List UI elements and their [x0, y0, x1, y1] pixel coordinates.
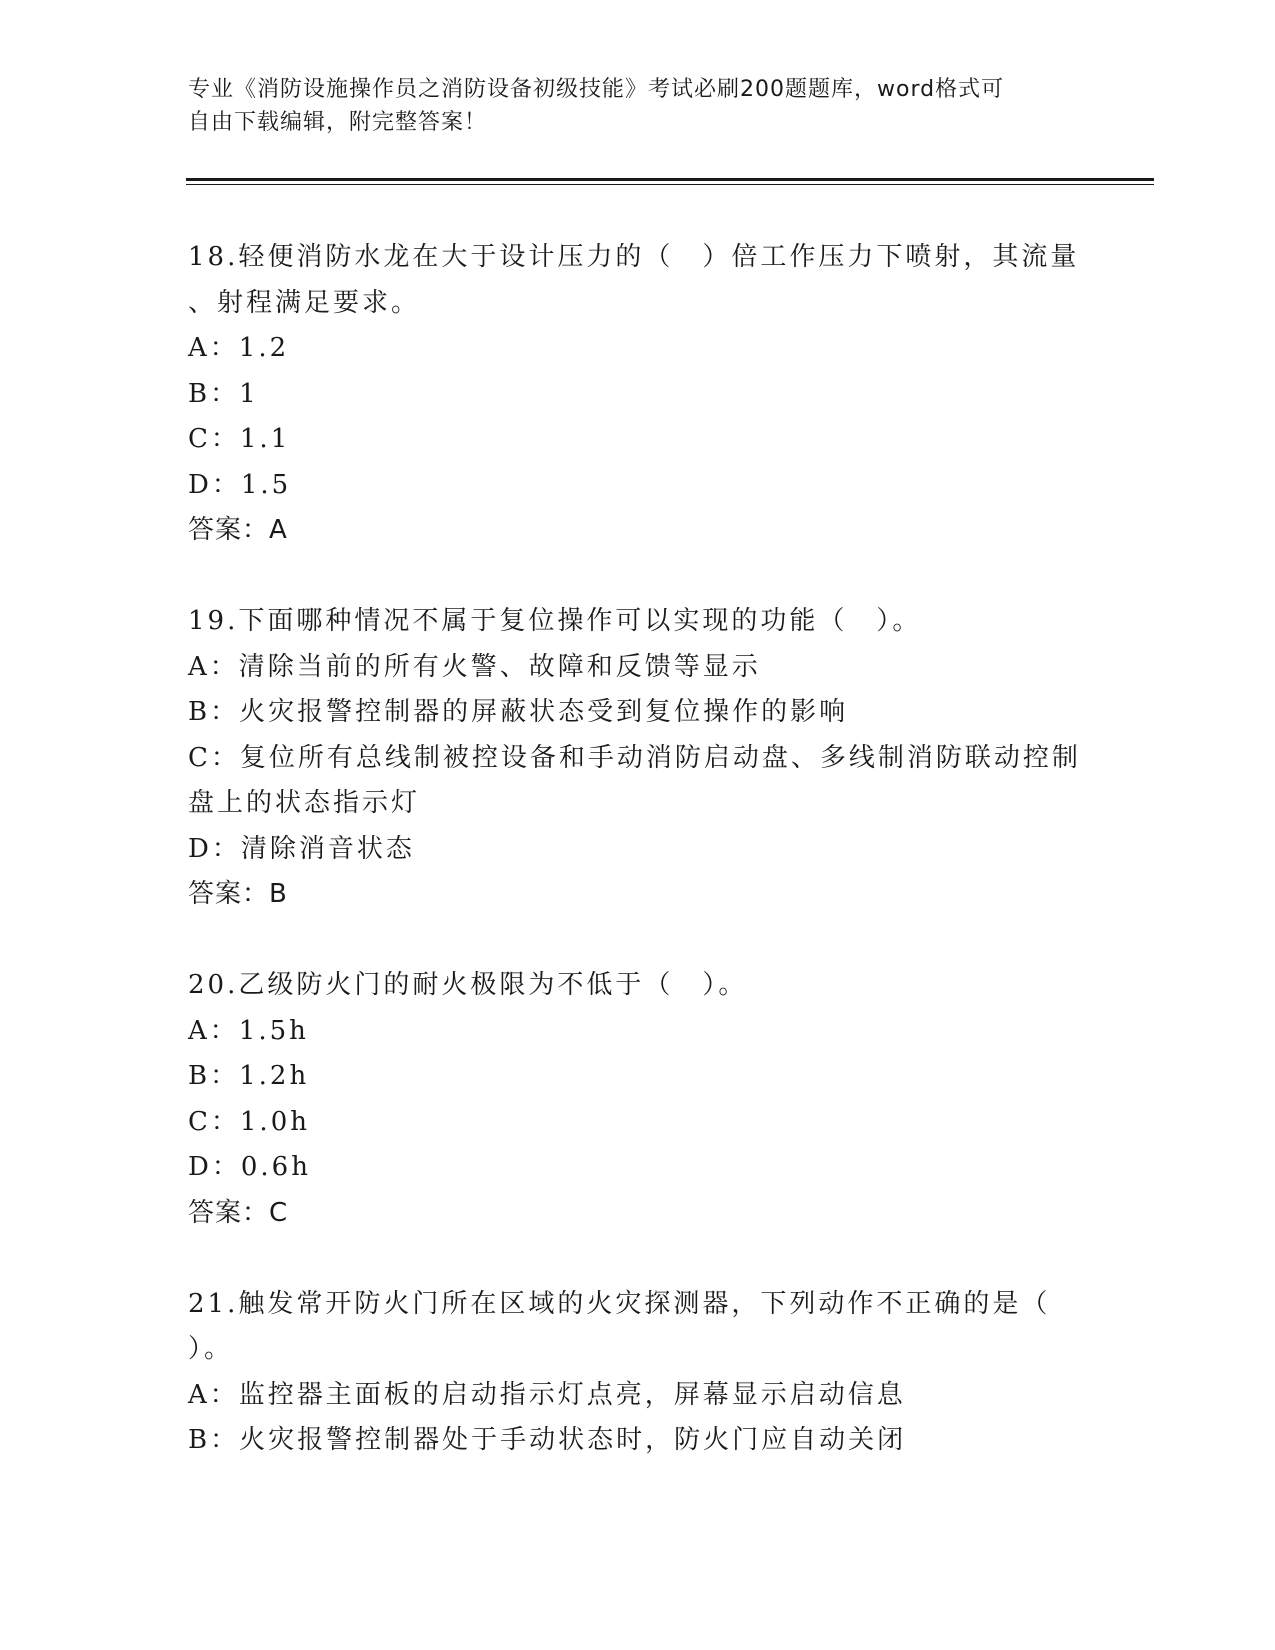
option-c: C：复位所有总线制被控设备和手动消防启动盘、多线制消防联动控制 [188, 742, 1081, 773]
option-b: B：火灾报警控制器的屏蔽状态受到复位操作的影响 [188, 697, 849, 727]
document-header [188, 73, 1068, 139]
answer: 答案：B [188, 879, 288, 909]
answer: 答案：A [188, 515, 288, 545]
question-title: 21.触发常开防火门所在区域的火灾探测器，下列动作不正确的是（ [188, 1288, 1051, 1319]
question-19 [188, 599, 1088, 918]
option-b: B：1.2h [188, 1061, 310, 1091]
option-a: A：清除当前的所有火警、故障和反馈等显示 [188, 651, 761, 682]
option-c: C：1.0h [188, 1106, 310, 1137]
option-b: B：火灾报警控制器处于手动状态时，防火门应自动关闭 [188, 1425, 907, 1455]
option-d: D：清除消音状态 [188, 833, 415, 864]
question-title: 18.轻便消防水龙在大于设计压力的（ ）倍工作压力下喷射，其流量 [188, 242, 1080, 272]
header-divider-thin [186, 184, 1154, 185]
question-21 [188, 1282, 1088, 1464]
option-a: A：1.2 [188, 333, 290, 363]
header-line-2: 自由下载编辑，附完整答案！ [188, 110, 488, 135]
header-line-1: 专业《消防设施操作员之消防设备初级技能》考试必刷200题题库，word格式可 [188, 77, 1005, 102]
header-divider-thick [186, 178, 1154, 181]
question-20 [188, 963, 1088, 1236]
question-title: 19.下面哪种情况不属于复位操作可以实现的功能（ ）。 [188, 606, 922, 636]
question-title-continued: 、射程满足要求。 [188, 287, 421, 318]
question-18 [188, 235, 1088, 554]
option-a: A：监控器主面板的启动指示灯点亮，屏幕显示启动信息 [188, 1379, 906, 1410]
option-c: C：1.1 [188, 424, 291, 454]
option-d: D：1.5 [188, 469, 292, 500]
answer: 答案：C [188, 1197, 289, 1228]
option-c-continued: 盘上的状态指示灯 [188, 788, 421, 818]
question-list [188, 235, 1088, 1509]
option-b: B：1 [188, 378, 259, 409]
option-a: A：1.5h [188, 1015, 309, 1046]
option-d: D：0.6h [188, 1152, 311, 1182]
question-title-continued: ）。 [188, 1334, 234, 1364]
question-title: 20.乙级防火门的耐火极限为不低于（ ）。 [188, 970, 748, 1000]
